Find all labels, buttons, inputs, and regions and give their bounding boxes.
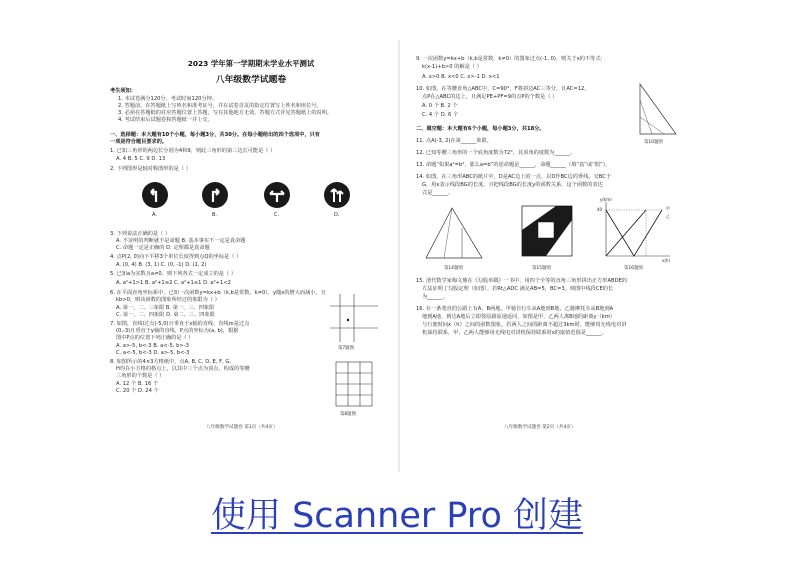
figure-16-legend-a: 甲 bbox=[666, 206, 670, 211]
question-line: 14. 如图，在三角形ABC的纸片中，D是AC边上的一点，以D作BC边的垂线，交BC于 bbox=[416, 174, 612, 180]
sign-option-label: D. bbox=[334, 212, 340, 218]
section-heading: 一项是符合题目要求的。 bbox=[110, 139, 168, 145]
sign-arrow-up-split-icon bbox=[324, 182, 350, 208]
option-line: C. a<-5, b<-3 D. a>-5, b<-3 bbox=[116, 350, 190, 356]
figure-16-distance-graph bbox=[598, 198, 674, 264]
option-line: A. 4 B. 5 C. 9 D. 13 bbox=[116, 156, 166, 162]
page-footer: 八年级数学试题卷 第1页（共4页） bbox=[206, 425, 278, 430]
question-line: 16. 在一条笔直的公路上有A，B两地，甲骑自行车从A地到B地，乙骑摩托车从B地到A bbox=[416, 306, 614, 312]
figure-8-caption: 第8题图 bbox=[340, 412, 356, 417]
figure-15-pythagoras bbox=[516, 200, 580, 264]
option-line: A. 不证明的判断就不是命题 B. 基本事实不一定是真命题 bbox=[116, 238, 246, 244]
watermark-text: 使用 Scanner Pro 创建 bbox=[210, 496, 584, 536]
option-line: A. a²+1>1 B. a²+1≥2 C. a²+1≤1 D. a²+1<2 bbox=[116, 280, 231, 286]
question-line: 图中P点的位置下列正确的是（ ） bbox=[116, 335, 194, 341]
option-line: C. 第一、二、四象限 D. 第二、三、四象限 bbox=[116, 312, 215, 318]
figure-16-y-axis-label: y(km) bbox=[600, 197, 612, 202]
exam-subtitle: 八年级数学试题卷 bbox=[215, 75, 287, 85]
section-heading: 二、填空题：本大题有6个小题，每小题3分，共18分。 bbox=[416, 126, 545, 132]
question-line: 地到A地，到达A地后立即按原路原速返回，如图是甲、乙两人离B地的距离y（km） bbox=[422, 314, 615, 320]
option-line: C. 20 个 D. 24 个 bbox=[116, 388, 159, 394]
question-line: 方法证明了勾股定理（如图）。若Rt△ADC 满足AB=5，BC=3，则图中线段CE的长 bbox=[422, 286, 614, 292]
question-line: 1. 已知三角形的两边长分别为4和9，则此三角形的第三边长可能是（ ） bbox=[110, 148, 276, 154]
figure-8-grid bbox=[332, 358, 376, 410]
sign-arrow-right-up-icon bbox=[202, 182, 228, 208]
question-line: G，用x表示线段BG的长度，且把线段BG的长度y的函数关系，这个函数的表达 bbox=[422, 182, 603, 188]
exam-title: 2023 学年第一学期期末学业水平测试 bbox=[187, 59, 315, 68]
scanner-pro-watermark bbox=[0, 494, 794, 538]
figure-14-triangle bbox=[422, 204, 486, 264]
option-line: A. x>0 B. x<0 C. x>-1 D. x<1 bbox=[422, 74, 500, 80]
question-line: 点P在△ABC的边上，且满足PE+PF=9的点P的个数是（ ） bbox=[422, 94, 558, 100]
notice-line: 2. 答题前，在答题纸上写姓名和准考证号，并在试卷首页的指定位置写上姓名和座位号。 bbox=[118, 103, 322, 109]
figure-16-legend-b: 乙 bbox=[666, 214, 670, 219]
question-line: 机保持联系，甲、乙两人能够用无线电对讲机保持联系时x的取值范围是______。 bbox=[422, 330, 607, 336]
figure-7-caption: 第7题图 bbox=[338, 346, 354, 351]
page-footer: 八年级数学试题卷 第2页（共4页） bbox=[504, 425, 576, 430]
question-line: 9. 一次函数y=kx+b（k,b是常数，k≠0）的图象过点(-1, 0)，则关于x的不等式： bbox=[416, 56, 606, 62]
question-line: 5. 已知a为实数且a≠0，则下列各式一定成立的是（ ） bbox=[110, 271, 237, 277]
traffic-sign-options bbox=[130, 182, 360, 226]
sign-option-label: C. bbox=[274, 212, 280, 218]
figure-10-triangle bbox=[632, 80, 680, 140]
question-line: 4. 点P(2, 0)向下平移3个单位长度得到点Q的坐标是（ ） bbox=[110, 254, 242, 260]
option-line: A. a>-5, b<-3 B. a<-5, b>-3 bbox=[116, 343, 189, 349]
figure-14-caption: 第14题图 bbox=[444, 266, 463, 271]
question-line: (0,-3)且垂直于y轴的直线，P点的坐标为(a, b)，根据 bbox=[116, 328, 239, 334]
figure-15-caption: 第15题图 bbox=[532, 266, 551, 271]
scanned-exam-paper bbox=[96, 40, 684, 472]
question-line: 8. 如图所示的4×3方格纸中，点A, B, C, D, E, F, G, bbox=[110, 359, 232, 365]
question-line: 与行驶时间x（h）之间的函数图象。若两人之间的距离不超过3km时，能够用无线电对讲 bbox=[422, 322, 627, 328]
question-line: k(x-1)+b>0 的解是（ ） bbox=[422, 64, 482, 70]
question-line: 7. 如图，直线l过点(-5,0)且垂直于x轴的直线，直线m是过点 bbox=[110, 321, 250, 327]
sign-option-label: B. bbox=[212, 212, 218, 218]
question-line: 2. 下列图形是轴对称图形的是（ ） bbox=[110, 166, 191, 172]
figure-16-caption: 第16题图 bbox=[624, 266, 643, 271]
notice-line: 4. 考试结束后试题卷和答题纸一并上交。 bbox=[118, 117, 213, 123]
section-heading: 一、选择题：本大题有10个小题，每小题3分，共30分。在每小题给出的四个选项中，只有 bbox=[110, 132, 320, 138]
notice-line: 1. 本试卷满分120分，考试时间120分钟。 bbox=[118, 96, 218, 102]
exam-page-2 bbox=[404, 40, 684, 472]
figure-10-caption: 第10题图 bbox=[644, 140, 663, 145]
question-line: 13. 命题“如果a²=b²，那么a=b”的逆命题是______，命题______（填“真”或“假”）。 bbox=[416, 162, 611, 168]
question-line: 3. 下列说法正确的是（ ） bbox=[110, 231, 171, 237]
question-line: 15. 清代数学家梅文鼎在《勾股举隅》一书中，用四个全等的直角三角形拼出正方形ABDE的 bbox=[416, 278, 628, 284]
option-line: C. 命题一定是正确的 D. 定理都是真命题 bbox=[116, 245, 210, 251]
sign-arrow-left-right-icon bbox=[264, 182, 290, 208]
question-line: 11. 点A(-3, 2)在第______象限。 bbox=[416, 138, 492, 144]
figure-16-y-value: 40 bbox=[597, 207, 603, 212]
question-line: 式是______。 bbox=[422, 190, 454, 196]
question-line: 三角形的个数是（ ） bbox=[116, 373, 165, 379]
notice-heading: 考生须知： bbox=[110, 88, 136, 94]
sign-option-label: A. bbox=[152, 212, 157, 218]
option-line: C. 4 个 D. 6 个 bbox=[422, 112, 459, 118]
question-line: H均在小方格的格点上，以其中三个点为顶点，构成的等腰 bbox=[116, 366, 250, 372]
figure-7-coordinate-lines bbox=[328, 292, 380, 346]
question-line: 12. 已知等腰三角形的一个底角度数为72°，其顶角的度数为______。 bbox=[416, 150, 576, 156]
option-line: A. 12 个 B. 16 个 bbox=[116, 381, 159, 387]
figure-16-x-axis-label: x(h) bbox=[662, 258, 671, 263]
page-fold bbox=[398, 40, 400, 472]
option-line: A. 0 个 B. 2 个 bbox=[422, 103, 458, 109]
question-line: kb>0，则该函数的图象所经过的象限为（ ） bbox=[116, 297, 220, 303]
question-line: 10. 如图，在等腰直角△ABC中，C=90°，F将斜边AC三等分，且AC=12， bbox=[416, 86, 590, 92]
option-line: A. 第一、二、三象限 B. 第一、三、四象限 bbox=[116, 305, 215, 311]
exam-page-1 bbox=[96, 40, 396, 472]
question-line: 为______。 bbox=[422, 294, 448, 300]
notice-line: 3. 必须在答题纸的对应答题位置上答题，写在其他地方无效。答题方式详见答题纸上的说明。 bbox=[118, 110, 333, 116]
question-line: 6. 在平面直角坐标系中，已知一次函数y=kx+b（k,b是常数，k≠0），y随x的增大而减小，且 bbox=[110, 290, 326, 296]
sign-arrow-left-up-icon bbox=[142, 182, 168, 208]
option-line: A. (0, 4) B. (3, 1) C. (0, -1) D. (1, 2) bbox=[116, 262, 207, 268]
